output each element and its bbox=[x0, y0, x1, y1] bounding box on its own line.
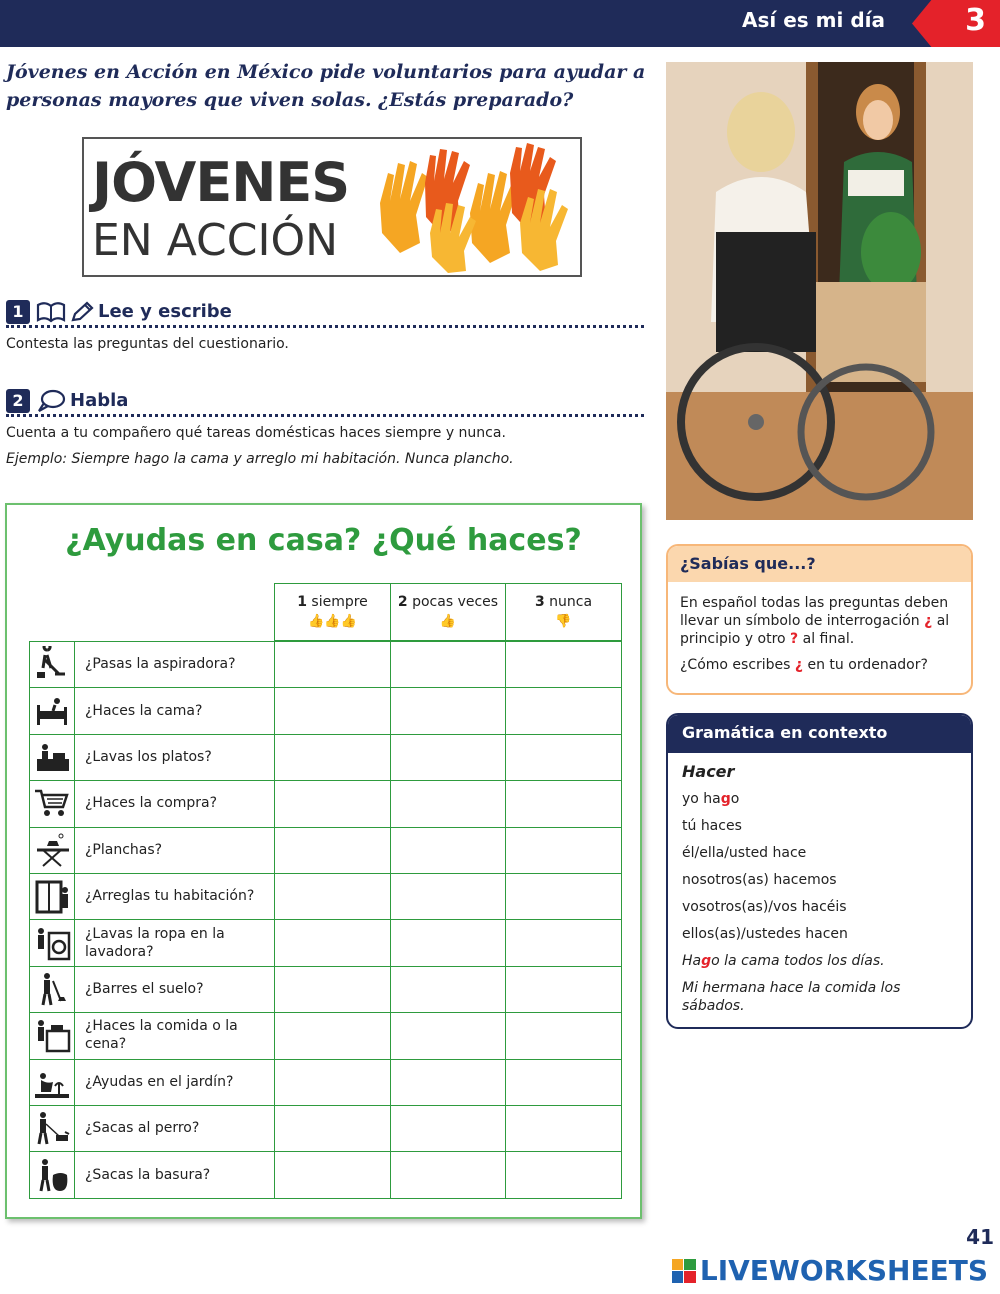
column-label: pocas veces bbox=[412, 594, 499, 610]
broom-icon bbox=[31, 970, 73, 1008]
open-question-mark: ¿ bbox=[794, 657, 804, 673]
cooking-icon bbox=[31, 1016, 73, 1054]
watermark-text: LIVEWORKSHEETS bbox=[699, 1254, 988, 1287]
answer-pocas-veces-cell[interactable] bbox=[390, 873, 506, 920]
section-example: Ejemplo: Siempre hago la cama y arreglo mi habitación. Nunca plancho. bbox=[6, 451, 514, 467]
answer-siempre-cell[interactable] bbox=[274, 641, 391, 688]
trash-bag-icon bbox=[31, 1155, 73, 1193]
sabias-body bbox=[668, 582, 971, 686]
dishes-icon bbox=[31, 738, 73, 776]
conjugation-form: tú haces bbox=[682, 818, 742, 834]
column-label: siempre bbox=[311, 594, 368, 610]
column-num: 2 bbox=[397, 594, 408, 610]
question-text: ¿Haces la compra? bbox=[85, 795, 218, 812]
answer-siempre-cell[interactable] bbox=[274, 1151, 391, 1198]
answer-nunca-cell[interactable] bbox=[505, 1151, 622, 1198]
answer-pocas-veces-cell[interactable] bbox=[390, 966, 506, 1013]
gardening-icon bbox=[31, 1063, 73, 1101]
question-text: ¿Haces la comida o la cena? bbox=[85, 1018, 238, 1053]
section-header bbox=[6, 298, 644, 328]
wardrobe-icon bbox=[31, 877, 73, 915]
example-text: o la cama todos los días. bbox=[711, 953, 885, 969]
answer-nunca-cell[interactable] bbox=[505, 966, 622, 1013]
conjugation-form: ellos(as)/ustedes hacen bbox=[682, 926, 848, 942]
gramatica-title: Gramática en contexto bbox=[668, 715, 971, 753]
conjugation-form: él/ella/usted hace bbox=[682, 845, 807, 861]
answer-pocas-veces-cell[interactable] bbox=[390, 1151, 506, 1198]
answer-nunca-cell[interactable] bbox=[505, 919, 622, 966]
section-header bbox=[6, 387, 644, 417]
answer-pocas-veces-cell[interactable] bbox=[390, 827, 506, 874]
answer-siempre-cell[interactable] bbox=[274, 873, 391, 920]
column-num: 1 bbox=[297, 594, 307, 610]
volunteer-photo bbox=[666, 62, 973, 520]
gramatica-body bbox=[668, 753, 971, 1029]
question-text: ¿Barres el suelo? bbox=[85, 980, 204, 997]
answer-nunca-cell[interactable] bbox=[505, 1012, 622, 1059]
sabias-title: ¿Sabías que...? bbox=[668, 546, 971, 582]
book-icon bbox=[36, 301, 66, 323]
hands-icon bbox=[370, 143, 576, 273]
question-text: ¿Ayudas en el jardín? bbox=[85, 1073, 234, 1090]
answer-nunca-cell[interactable] bbox=[505, 827, 622, 874]
jovenes-logo bbox=[82, 137, 582, 277]
section-instruction: Contesta las preguntas del cuestionario. bbox=[6, 336, 289, 352]
section-number: 2 bbox=[6, 389, 30, 413]
question-text: ¿Pasas la aspiradora? bbox=[85, 656, 236, 673]
intro-text: Jóvenes en Acción en México pide voluntarios para ayudar a personas mayores que viven solas. ¿Estás preparado? bbox=[6, 61, 646, 111]
liveworksheets-logo-icon bbox=[672, 1259, 696, 1283]
vacuum-icon bbox=[31, 645, 73, 683]
grammar-example-1 bbox=[682, 952, 957, 970]
sabias-text: En español todas las preguntas deben llevar un símbolo de interrogación bbox=[680, 595, 949, 629]
questionnaire-title: ¿Ayudas en casa? ¿Qué haces? bbox=[65, 523, 582, 558]
section-title: Lee y escribe bbox=[98, 301, 232, 322]
conjugation-yo bbox=[682, 790, 957, 808]
highlight-letter: g bbox=[701, 953, 712, 969]
thumbs-up-icon: 👍 bbox=[439, 614, 457, 629]
conj-text: o bbox=[730, 791, 740, 807]
question-text: ¿Arreglas tu habitación? bbox=[85, 888, 255, 905]
open-question-mark: ¿ bbox=[924, 613, 933, 629]
answer-pocas-veces-cell[interactable] bbox=[390, 1105, 506, 1152]
chapter-title: Así es mi día bbox=[742, 8, 885, 32]
question-text: ¿Planchas? bbox=[85, 841, 163, 858]
answer-pocas-veces-cell[interactable] bbox=[390, 780, 506, 827]
conjugation-form: nosotros(as) hacemos bbox=[682, 872, 837, 888]
answer-nunca-cell[interactable] bbox=[505, 641, 622, 688]
sabias-text: ¿Cómo escribes bbox=[680, 657, 791, 673]
gramatica-box bbox=[666, 713, 973, 1029]
answer-siempre-cell[interactable] bbox=[274, 780, 391, 827]
verb-heading: Hacer bbox=[682, 762, 735, 781]
conjugation-form: vosotros(as)/vos hacéis bbox=[682, 899, 847, 915]
section-number: 1 bbox=[6, 300, 30, 324]
section-instruction: Cuenta a tu compañero qué tareas domésticas haces siempre y nunca. bbox=[6, 425, 506, 441]
example-text: Ha bbox=[682, 953, 702, 969]
chapter-number: 3 bbox=[965, 3, 986, 38]
column-label: nunca bbox=[549, 594, 593, 610]
questionnaire-panel bbox=[5, 503, 642, 1219]
section-title: Habla bbox=[70, 390, 129, 411]
answer-pocas-veces-cell[interactable] bbox=[390, 687, 506, 734]
sabias-paragraph-2 bbox=[680, 656, 959, 674]
column-header-pocas-veces bbox=[390, 583, 506, 641]
column-header-nunca bbox=[505, 583, 622, 641]
column-header-siempre bbox=[274, 583, 391, 641]
sabias-text: al principio y otro bbox=[680, 613, 950, 647]
column-num: 3 bbox=[534, 594, 545, 610]
answer-siempre-cell[interactable] bbox=[274, 919, 391, 966]
answer-pocas-veces-cell[interactable] bbox=[390, 641, 506, 688]
answer-siempre-cell[interactable] bbox=[274, 966, 391, 1013]
close-question-mark: ? bbox=[790, 631, 799, 647]
shopping-cart-icon bbox=[31, 784, 73, 822]
answer-nunca-cell[interactable] bbox=[505, 780, 622, 827]
washing-machine-icon bbox=[31, 923, 73, 961]
page-number: 41 bbox=[966, 1225, 994, 1249]
section-habla bbox=[6, 387, 644, 467]
question-text: ¿Lavas la ropa en la lavadora? bbox=[85, 925, 225, 960]
sabias-text: en tu ordenador? bbox=[807, 657, 928, 673]
answer-nunca-cell[interactable] bbox=[505, 1059, 622, 1106]
question-text: ¿Haces la cama? bbox=[85, 702, 203, 719]
question-text: ¿Sacas al perro? bbox=[85, 1120, 200, 1137]
answer-siempre-cell[interactable] bbox=[274, 734, 391, 781]
bed-icon bbox=[31, 691, 73, 729]
answer-siempre-cell[interactable] bbox=[274, 1105, 391, 1152]
section-lee-y-escribe bbox=[6, 298, 644, 352]
sabias-text: al final. bbox=[802, 631, 855, 647]
speech-bubble-icon bbox=[36, 389, 66, 413]
answer-nunca-cell[interactable] bbox=[505, 1105, 622, 1152]
answer-pocas-veces-cell[interactable] bbox=[390, 734, 506, 781]
answer-siempre-cell[interactable] bbox=[274, 827, 391, 874]
ironing-icon bbox=[31, 831, 73, 869]
highlight-letter: g bbox=[720, 791, 731, 807]
sabias-que-box bbox=[666, 544, 973, 695]
grammar-example-2: Mi hermana hace la comida los sábados. bbox=[682, 980, 901, 1014]
answer-siempre-cell[interactable] bbox=[274, 687, 391, 734]
answer-siempre-cell[interactable] bbox=[274, 1059, 391, 1106]
question-text: ¿Sacas la basura? bbox=[85, 1166, 211, 1183]
answer-pocas-veces-cell[interactable] bbox=[390, 919, 506, 966]
answer-nunca-cell[interactable] bbox=[505, 873, 622, 920]
answer-siempre-cell[interactable] bbox=[274, 1012, 391, 1059]
dog-walk-icon bbox=[31, 1109, 73, 1147]
liveworksheets-watermark bbox=[672, 1254, 988, 1287]
answer-nunca-cell[interactable] bbox=[505, 734, 622, 781]
question-text: ¿Lavas los platos? bbox=[85, 748, 212, 765]
answer-pocas-veces-cell[interactable] bbox=[390, 1059, 506, 1106]
thumbs-up-icon: 👍👍👍 bbox=[308, 614, 357, 629]
answer-pocas-veces-cell[interactable] bbox=[390, 1012, 506, 1059]
answer-nunca-cell[interactable] bbox=[505, 687, 622, 734]
conj-text: yo ha bbox=[682, 791, 721, 807]
sabias-paragraph-1 bbox=[680, 594, 959, 648]
logo-line2: EN ACCIÓN bbox=[92, 215, 338, 266]
logo-line1: JÓVENES bbox=[92, 151, 350, 214]
thumbs-down-icon: 👎 bbox=[555, 614, 572, 629]
pencil-icon bbox=[70, 301, 94, 323]
